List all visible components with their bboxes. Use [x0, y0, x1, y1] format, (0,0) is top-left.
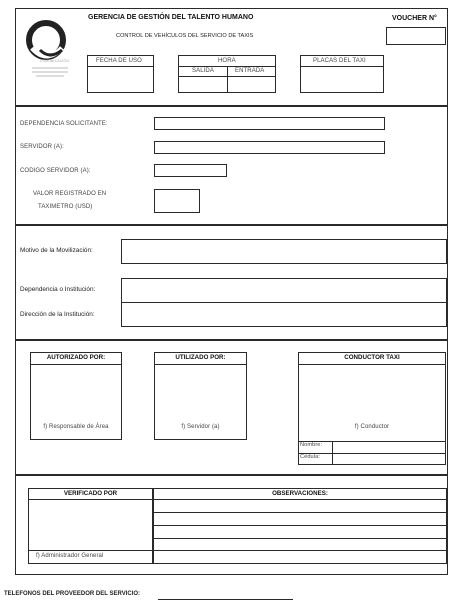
utilizado-title: UTILIZADO POR:	[175, 354, 226, 361]
nombre-field[interactable]	[333, 441, 445, 452]
nombre-label: Nombre:	[300, 442, 323, 448]
verificado-title: VERIFICADO POR	[63, 490, 118, 497]
direccion-institucion-field[interactable]	[122, 303, 446, 326]
codigo-servidor-field[interactable]	[154, 164, 227, 177]
conductor-signature-field[interactable]	[299, 364, 445, 420]
observaciones-title: OBSERVACIONES:	[272, 490, 328, 497]
form-title: CONTROL DE VEHÍCULOS DEL SERVICIO DE TAXIS	[116, 33, 254, 39]
voucher-label: VOUCHER N°	[392, 15, 437, 22]
salida-label: SALIDA	[192, 68, 214, 74]
observaciones-line-5[interactable]	[154, 550, 446, 563]
valor-taximetro-label-2: TAXIMETRO (USD)	[38, 204, 93, 210]
direccion-institucion-label: Dirección de la Institución:	[20, 311, 95, 318]
autorizado-caption: f) Responsable de Área	[43, 424, 109, 430]
voucher-number-field[interactable]	[386, 27, 446, 45]
verificado-caption: f) Administrador General	[36, 553, 104, 559]
observaciones-line-3[interactable]	[154, 525, 446, 537]
logo-mark-icon	[22, 20, 78, 86]
hora-entrada-field[interactable]	[227, 76, 275, 92]
utilizado-signature-field[interactable]	[155, 364, 246, 420]
utilizado-caption: f) Servidor (a)	[181, 424, 220, 430]
telefonos-proveedor-field[interactable]	[158, 590, 293, 600]
logo-text: COMUNICACIÓN	[40, 59, 69, 63]
fecha-uso-field[interactable]	[88, 66, 153, 92]
org-title: GERENCIA DE GESTIÓN DEL TALENTO HUMANO	[88, 14, 254, 21]
verificado-signature-field[interactable]	[29, 499, 152, 549]
servidor-label: SERVIDOR (A):	[20, 144, 64, 150]
hora-salida-field[interactable]	[179, 76, 226, 92]
placas-field[interactable]	[301, 66, 383, 92]
hora-label: HORA	[218, 58, 236, 64]
autorizado-title: AUTORIZADO POR:	[46, 354, 106, 361]
observaciones-line-4[interactable]	[154, 538, 446, 549]
dependencia-solicitante-field[interactable]	[154, 117, 385, 130]
valor-taximetro-field[interactable]	[154, 189, 200, 213]
codigo-servidor-label: CODIGO SERVIDOR (A):	[20, 168, 91, 174]
institution-logo	[22, 20, 78, 86]
observaciones-line-2[interactable]	[154, 512, 446, 524]
telefonos-proveedor-label: TELEFONOS DEL PROVEEDOR DEL SERVICIO:	[4, 591, 141, 597]
motivo-field[interactable]	[121, 239, 447, 264]
entrada-label: ENTRADA	[235, 68, 265, 74]
cedula-field[interactable]	[333, 453, 445, 464]
placas-label: PLACAS DEL TAXI	[313, 58, 366, 64]
autorizado-signature-field[interactable]	[31, 364, 121, 420]
dependencia-institucion-field[interactable]	[122, 279, 446, 301]
observaciones-line-1[interactable]	[154, 499, 446, 511]
conductor-title: CONDUCTOR TAXI	[344, 354, 400, 361]
dependencia-institucion-label: Dependencia o Institución:	[20, 286, 96, 293]
cedula-label: Cédula:	[300, 454, 320, 460]
valor-taximetro-label-1: VALOR REGISTRADO EN	[33, 191, 107, 197]
conductor-caption: f) Conductor	[354, 424, 390, 430]
servidor-field[interactable]	[154, 141, 385, 154]
dependencia-solicitante-label: DEPENDENCIA SOLICITANTE:	[20, 121, 108, 127]
motivo-label: Motivo de la Movilización:	[20, 247, 93, 254]
fecha-uso-label: FECHA DE USO	[96, 58, 142, 64]
